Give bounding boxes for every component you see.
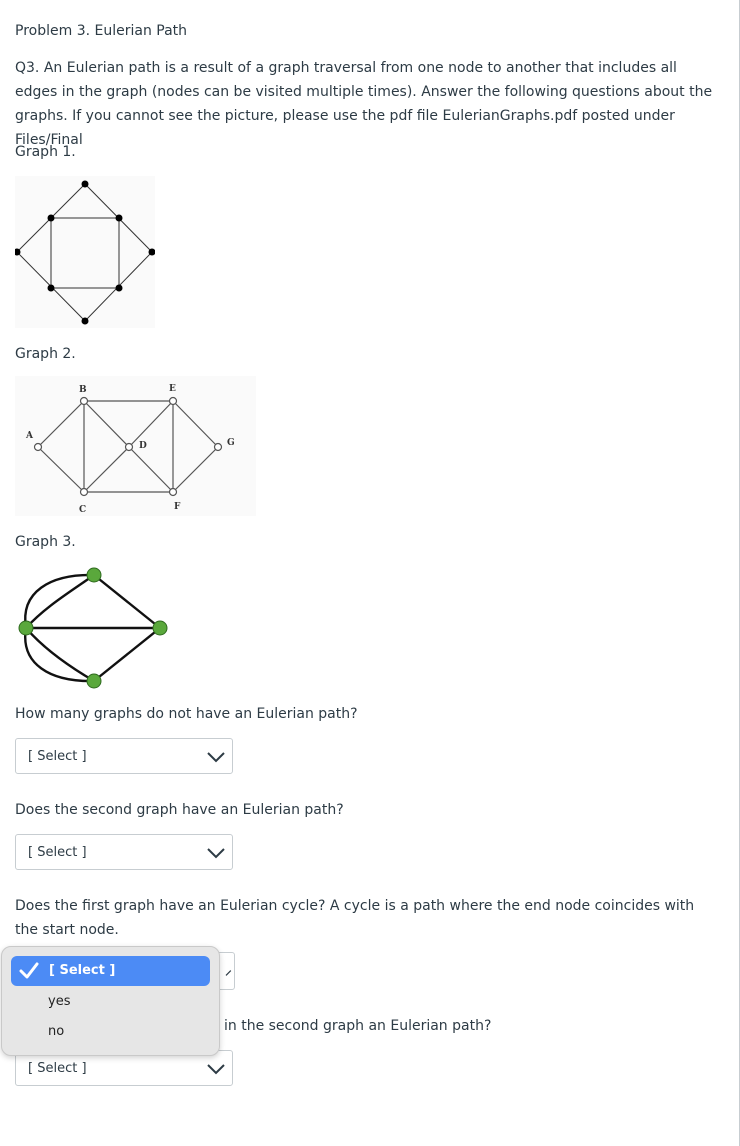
question-4-select-value: [ Select ] [28, 1061, 87, 1076]
question-3-text: Does the first graph have an Eulerian cycle? A cycle is a path where the end node coincides with the start node. [15, 898, 695, 938]
question-2-select[interactable] [15, 834, 233, 870]
graph-2-image [15, 376, 256, 516]
graph-2-node-f [170, 489, 177, 496]
graph-2-node-b [81, 398, 88, 405]
graph-2-label-f: F [174, 502, 181, 512]
graph-2-label-a: A [26, 431, 33, 441]
dropdown-option-select[interactable] [11, 956, 210, 986]
dropdown-option-no[interactable]: no [48, 1024, 65, 1039]
question-2-text: Does the second graph have an Eulerian path? [15, 802, 344, 818]
question-1-select-value: [ Select ] [28, 749, 87, 764]
graph-1-label: Graph 1. [15, 144, 76, 160]
graph-2-label-g: G [227, 438, 235, 448]
graph-2-node-d [126, 444, 133, 451]
graph-2-label-c: C [79, 505, 87, 515]
graph-2-node-c [81, 489, 88, 496]
graph-2-label-b: B [79, 385, 87, 395]
graph-3-image [15, 562, 175, 692]
problem-title: Problem 3. Eulerian Path [15, 23, 188, 39]
graph-2-label-e: E [169, 384, 176, 394]
problem-intro: Q3. An Eulerian path is a result of a graph traversal from one node to another that includes all edges in the graph (nodes can be visited multiple times). Answer the following questions about the graphs. If you cannot see the picture, please use the pdf file EulerianGraphs.pdf posted under Files/Final [15, 60, 713, 148]
question-1-text: How many graphs do not have an Eulerian path? [15, 706, 358, 722]
graph-2-node-g [215, 444, 222, 451]
graph-2-label: Graph 2. [15, 346, 76, 362]
chevron-down-icon [220, 965, 232, 981]
graph-2-label-d: D [139, 441, 147, 451]
graph-1-image [15, 176, 155, 328]
graph-2-node-e [170, 398, 177, 405]
dropdown-option-yes[interactable]: yes [48, 994, 71, 1009]
chevron-down-icon [206, 845, 226, 861]
graph-3-label: Graph 3. [15, 534, 76, 550]
checkmark-icon [19, 962, 39, 980]
question-1-select[interactable] [15, 738, 233, 774]
graph-2-node-a [35, 444, 42, 451]
question-4-text-fragment: in the second graph an Eulerian path? [224, 1018, 492, 1034]
chevron-down-icon [206, 749, 226, 765]
question-3-dropdown-menu [1, 946, 220, 1056]
question-2-select-value: [ Select ] [28, 845, 87, 860]
dropdown-option-select-label: [ Select ] [49, 963, 116, 978]
chevron-down-icon [206, 1061, 226, 1077]
